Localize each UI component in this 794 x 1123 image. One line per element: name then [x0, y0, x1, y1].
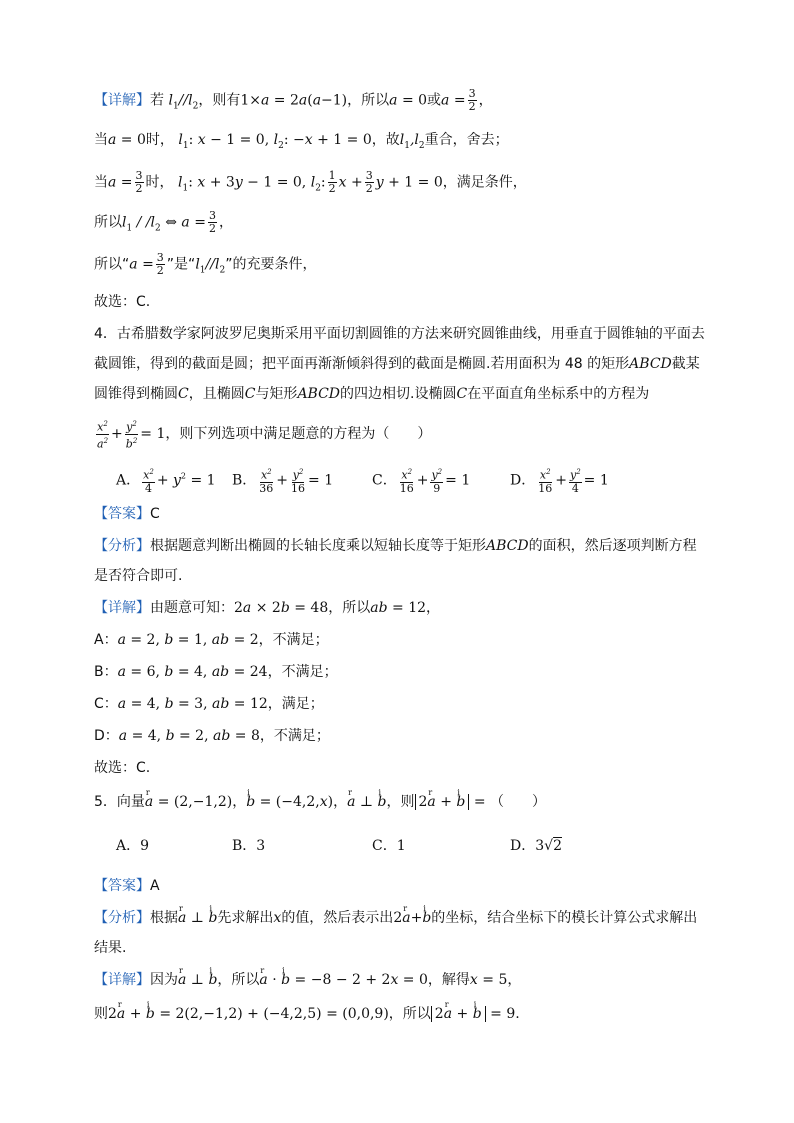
q3-detail-line-3: 当a = $\frac{3}{2}$ 时， $l_1$: x + 3y − 1 = 0, $l_2$: $\frac{1}{2}$ x + $\frac{3}{2}$ y + 1 = 0，满足条件， [94, 169, 527, 195]
q3-detail-line-1: 【详解】若 $l_1//l_2$，则有1×a = 2a(a−1)，所以a = 0或a = $\frac{3}{2}$ ， [94, 87, 493, 113]
q5-option-a[interactable]: A．9 [116, 838, 150, 854]
q5-analysis-line-1: 【分析】根据r a ⊥ i b先求解出x的值，然后表示出2r a+i b的坐标，结合坐标下的模长计算公式求解出 [94, 908, 714, 928]
q4-analysis-line-2: 是否符合即可. [94, 568, 183, 584]
q4-option-d[interactable]: D． $\frac{x^2}{16}$ + $\frac{y^2}{4}$ = 1 [510, 468, 609, 495]
q4-detail-line-1: 【详解】由题意可知：2a × 2b = 48，所以ab = 12， [94, 600, 441, 616]
q5-detail-line-2: 则2r a + i b = 2(2,−1,2) + (−4,2,5) = (0,0,9)，所以 2r a + i b = 9. [94, 1004, 714, 1024]
q3-detail-line-4: 所以$l_1 / /l_2$ ⇔ a = $\frac{3}{2}$ ， [94, 209, 233, 235]
q3-detail-line-2: 当a = 0时， $l_1$: x − 1 = 0, $l_2$: −x + 1 = 0，故$l_1,l_2$重合，舍去； [94, 132, 509, 151]
q5-answer: 【答案】A [94, 878, 160, 894]
q4-stem-line-2: 截圆锥，得到的截面是圆；把平面再渐渐倾斜得到的截面是椭圆.若用面积为 48 的矩形ABCD截某 [94, 356, 700, 372]
detail-tag: 【详解】 [94, 92, 150, 109]
q5-option-d[interactable]: D．3√2 [510, 838, 562, 854]
q5-stem: 5．向量r a = (2,−1,2)，i b = (−4,2,x)，r a ⊥ i b，则 2r a + i b = （ ） [94, 792, 714, 812]
q4-detail-d: D：a = 4, b = 2, ab = 8，不满足； [94, 728, 330, 744]
q4-option-b[interactable]: B． $\frac{x^2}{36}$ + $\frac{y^2}{16}$ = 1 [232, 468, 334, 495]
q4-option-c[interactable]: C． $\frac{x^2}{16}$ + $\frac{y^2}{9}$ = 1 [372, 468, 471, 495]
q4-stem-line-1: 4．古希腊数学家阿波罗尼奥斯采用平面切割圆锥的方法来研究圆锥曲线，用垂直于圆锥轴的平面去 [94, 326, 705, 342]
q4-detail-a: A：a = 2, b = 1, ab = 2，不满足； [94, 632, 329, 648]
q4-stem-line-4: $\frac{x^2}{a^2}$ + $\frac{y^2}{b^2}$ = 1，则下列选项中满足题意的方程为（ ） [97, 420, 432, 451]
q5-analysis-line-2: 结果. [94, 940, 127, 956]
q4-stem-line-3: 圆锥得到椭圆C，且椭圆C与矩形ABCD的四边相切.设椭圆C在平面直角坐标系中的方程为 [94, 386, 650, 402]
q5-option-c[interactable]: C．1 [372, 838, 406, 854]
q5-detail-line-1: 【详解】因为r a ⊥ i b，所以r a · i b = −8 − 2 + 2x = 0，解得x = 5， [94, 970, 714, 990]
q4-detail-c: C：a = 4, b = 3, ab = 12，满足； [94, 696, 324, 712]
q3-detail-line-5: 所以“a = $\frac{3}{2}$ ”是“$l_1//l_2$”的充要条件， [94, 251, 317, 277]
q4-analysis-line-1: 【分析】根据题意判断出椭圆的长轴长度乘以短轴长度等于矩形ABCD的面积，然后逐项判断方程 [94, 538, 697, 554]
q4-choose: 故选：C. [94, 760, 151, 776]
q4-option-a[interactable]: A． $\frac{x^2}{4}$ + $y^2 = 1$ [116, 468, 216, 495]
q5-option-b[interactable]: B．3 [232, 838, 266, 854]
q3-choose: 故选：C. [94, 294, 151, 310]
q4-answer: 【答案】C [94, 506, 160, 522]
q4-detail-b: B：a = 6, b = 4, ab = 24，不满足； [94, 664, 338, 680]
